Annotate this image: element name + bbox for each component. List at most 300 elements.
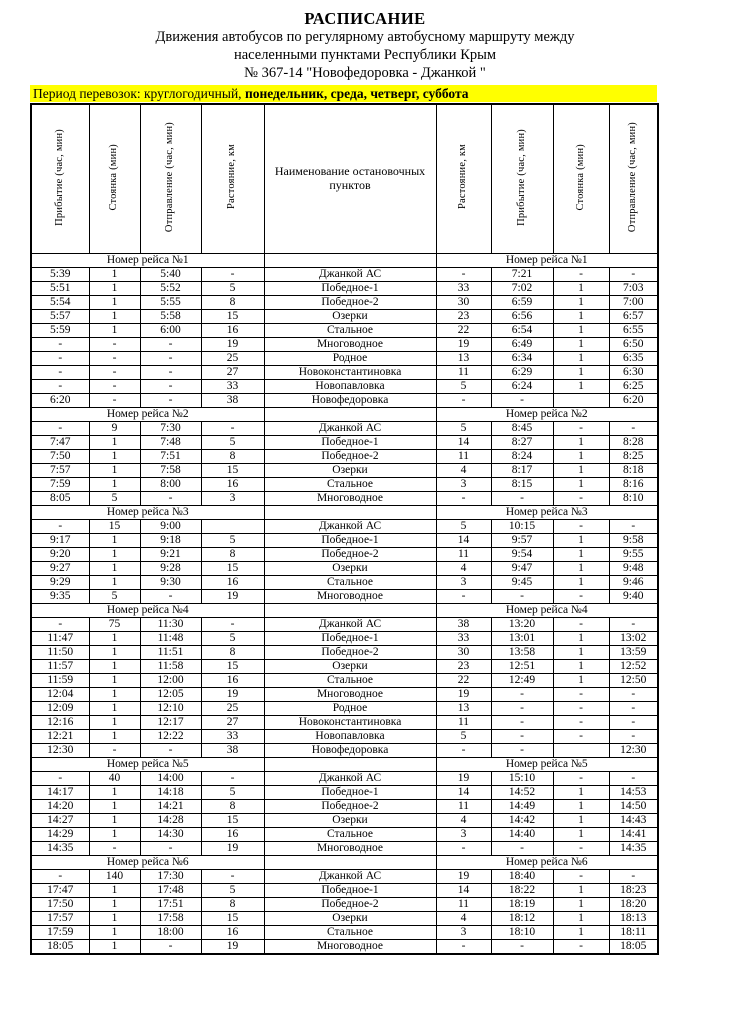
time-cell: 1 xyxy=(89,268,140,282)
time-cell: 11 xyxy=(436,548,491,562)
time-cell: 5:58 xyxy=(140,310,201,324)
table-row xyxy=(31,268,658,282)
time-cell: 16 xyxy=(201,324,264,338)
time-cell: 1 xyxy=(89,716,140,730)
table-row xyxy=(31,814,658,828)
stop-name-cell: Озерки xyxy=(264,814,436,828)
stop-name-cell: Родное xyxy=(264,702,436,716)
time-cell: 1 xyxy=(89,814,140,828)
stop-name-cell: Победное-1 xyxy=(264,632,436,646)
time-cell: 6:50 xyxy=(609,338,658,352)
stop-name-cell: Многоводное xyxy=(264,590,436,604)
trip-section-label-left: Номер рейса №2 xyxy=(31,408,264,422)
time-cell: 11:57 xyxy=(31,660,89,674)
time-cell: 7:48 xyxy=(140,436,201,450)
time-cell: 25 xyxy=(201,702,264,716)
time-cell: 9:17 xyxy=(31,534,89,548)
table-row xyxy=(31,436,658,450)
table-row xyxy=(31,688,658,702)
time-cell: 6:55 xyxy=(609,324,658,338)
time-cell: 18:10 xyxy=(491,926,553,940)
time-cell: 15:10 xyxy=(491,772,553,786)
time-cell: 14:50 xyxy=(609,800,658,814)
trip-section-label-left: Номер рейса №6 xyxy=(31,856,264,870)
time-cell: 8:15 xyxy=(491,478,553,492)
trip-section-label-left: Номер рейса №3 xyxy=(31,506,264,520)
table-row xyxy=(31,366,658,380)
trip-section-spacer xyxy=(264,408,436,422)
time-cell: - xyxy=(491,744,553,758)
time-cell: 1 xyxy=(89,660,140,674)
time-cell: 8:10 xyxy=(609,492,658,506)
time-cell: 18:40 xyxy=(491,870,553,884)
time-cell: 8 xyxy=(201,548,264,562)
time-cell: 6:25 xyxy=(609,380,658,394)
table-row xyxy=(31,632,658,646)
time-cell: 33 xyxy=(201,380,264,394)
col-header-distance-left xyxy=(201,104,264,254)
time-cell: 14:30 xyxy=(140,828,201,842)
time-cell: 12:30 xyxy=(609,744,658,758)
time-cell: 14:52 xyxy=(491,786,553,800)
time-cell: - xyxy=(201,268,264,282)
time-cell: 19 xyxy=(436,870,491,884)
time-cell: - xyxy=(491,730,553,744)
time-cell: 1 xyxy=(89,646,140,660)
time-cell: 17:47 xyxy=(31,884,89,898)
time-cell: - xyxy=(609,268,658,282)
time-cell: 1 xyxy=(89,926,140,940)
time-cell: - xyxy=(553,618,609,632)
table-row xyxy=(31,716,658,730)
time-cell: 1 xyxy=(89,464,140,478)
time-cell: 13 xyxy=(436,702,491,716)
stop-name-cell: Стальное xyxy=(264,478,436,492)
time-cell: - xyxy=(609,730,658,744)
time-cell: 13:02 xyxy=(609,632,658,646)
time-cell: 5:59 xyxy=(31,324,89,338)
time-cell: 30 xyxy=(436,296,491,310)
time-cell: - xyxy=(609,688,658,702)
col-header-departure-left-label: Отправление (час, мин) xyxy=(164,121,176,232)
time-cell: - xyxy=(609,772,658,786)
time-cell: - xyxy=(553,492,609,506)
time-cell: 1 xyxy=(553,534,609,548)
time-cell: 1 xyxy=(89,702,140,716)
time-cell: 1 xyxy=(89,282,140,296)
time-cell: 14:42 xyxy=(491,814,553,828)
time-cell: 5:52 xyxy=(140,282,201,296)
time-cell: 9:54 xyxy=(491,548,553,562)
time-cell: 19 xyxy=(201,590,264,604)
time-cell: 5 xyxy=(89,492,140,506)
time-cell: 1 xyxy=(553,576,609,590)
time-cell: 6:54 xyxy=(491,324,553,338)
time-cell: 140 xyxy=(89,870,140,884)
time-cell: 8 xyxy=(201,898,264,912)
table-row xyxy=(31,646,658,660)
time-cell: 9:48 xyxy=(609,562,658,576)
time-cell: 7:47 xyxy=(31,436,89,450)
stop-name-cell: Победное-2 xyxy=(264,296,436,310)
time-cell: 9:20 xyxy=(31,548,89,562)
time-cell: 16 xyxy=(201,926,264,940)
time-cell: 14:27 xyxy=(31,814,89,828)
time-cell: 1 xyxy=(89,940,140,954)
time-cell: 12:50 xyxy=(609,674,658,688)
table-row xyxy=(31,674,658,688)
time-cell: 12:51 xyxy=(491,660,553,674)
trip-section-label-left: Номер рейса №1 xyxy=(31,254,264,268)
time-cell: 14 xyxy=(436,534,491,548)
time-cell: 1 xyxy=(553,464,609,478)
time-cell: - xyxy=(140,338,201,352)
table-row xyxy=(31,884,658,898)
time-cell: 7:03 xyxy=(609,282,658,296)
stop-name-cell: Джанкой АС xyxy=(264,772,436,786)
time-cell: 4 xyxy=(436,562,491,576)
time-cell: - xyxy=(553,772,609,786)
time-cell: 9:55 xyxy=(609,548,658,562)
table-row xyxy=(31,324,658,338)
time-cell: - xyxy=(89,338,140,352)
table-row xyxy=(31,870,658,884)
time-cell: - xyxy=(553,730,609,744)
time-cell: 17:50 xyxy=(31,898,89,912)
time-cell: 9:58 xyxy=(609,534,658,548)
time-cell: 17:58 xyxy=(140,912,201,926)
time-cell: 12:30 xyxy=(31,744,89,758)
trip-section-row xyxy=(31,758,658,772)
table-row xyxy=(31,800,658,814)
time-cell: - xyxy=(31,422,89,436)
time-cell: 13:59 xyxy=(609,646,658,660)
time-cell: - xyxy=(609,618,658,632)
time-cell: 8:45 xyxy=(491,422,553,436)
table-row xyxy=(31,842,658,856)
time-cell: 1 xyxy=(89,478,140,492)
time-cell: 1 xyxy=(553,800,609,814)
table-row xyxy=(31,828,658,842)
time-cell: 11 xyxy=(436,716,491,730)
table-row xyxy=(31,898,658,912)
stop-name-cell: Озерки xyxy=(264,912,436,926)
stop-name-cell: Новоконстантиновка xyxy=(264,716,436,730)
time-cell: 22 xyxy=(436,324,491,338)
time-cell: - xyxy=(140,352,201,366)
time-cell: 11:50 xyxy=(31,646,89,660)
table-row xyxy=(31,296,658,310)
stop-name-cell: Новофедоровка xyxy=(264,744,436,758)
table-row xyxy=(31,926,658,940)
time-cell: 18:12 xyxy=(491,912,553,926)
time-cell: 5:57 xyxy=(31,310,89,324)
time-cell: - xyxy=(31,380,89,394)
stop-name-cell: Джанкой АС xyxy=(264,618,436,632)
time-cell: 1 xyxy=(553,366,609,380)
trip-section-spacer xyxy=(264,856,436,870)
time-cell: 9:18 xyxy=(140,534,201,548)
time-cell: 40 xyxy=(89,772,140,786)
period-prefix-text: Период перевозок: круглогодичный, xyxy=(33,86,245,101)
time-cell: 6:35 xyxy=(609,352,658,366)
time-cell: 7:57 xyxy=(31,464,89,478)
table-row xyxy=(31,618,658,632)
col-header-stop-time-right xyxy=(553,104,609,254)
stop-name-cell: Победное-1 xyxy=(264,534,436,548)
time-cell: - xyxy=(609,422,658,436)
time-cell: 1 xyxy=(553,674,609,688)
time-cell: 14:28 xyxy=(140,814,201,828)
stop-name-cell: Новофедоровка xyxy=(264,394,436,408)
stop-name-cell: Победное-1 xyxy=(264,436,436,450)
stop-name-cell: Стальное xyxy=(264,576,436,590)
trip-section-label-right: Номер рейса №3 xyxy=(436,506,658,520)
time-cell: 1 xyxy=(553,450,609,464)
time-cell: 7:59 xyxy=(31,478,89,492)
table-row xyxy=(31,912,658,926)
time-cell: 5 xyxy=(201,534,264,548)
trip-section-row xyxy=(31,254,658,268)
time-cell: 9:45 xyxy=(491,576,553,590)
time-cell: - xyxy=(491,394,553,408)
time-cell: 19 xyxy=(201,940,264,954)
time-cell: 9:21 xyxy=(140,548,201,562)
header-row xyxy=(31,104,658,254)
time-cell: - xyxy=(140,366,201,380)
time-cell xyxy=(553,744,609,758)
time-cell: - xyxy=(436,268,491,282)
time-cell: 15 xyxy=(201,660,264,674)
time-cell: 5:55 xyxy=(140,296,201,310)
time-cell: 8 xyxy=(201,800,264,814)
route-number-line: № 367-14 "Новофедоровка - Джанкой " xyxy=(244,65,486,81)
time-cell: 8:00 xyxy=(140,478,201,492)
time-cell: 8 xyxy=(201,646,264,660)
time-cell: 5 xyxy=(201,884,264,898)
time-cell: 1 xyxy=(89,912,140,926)
time-cell: 38 xyxy=(436,618,491,632)
time-cell: 13:01 xyxy=(491,632,553,646)
stop-name-cell: Джанкой АС xyxy=(264,870,436,884)
trip-section-label-right: Номер рейса №1 xyxy=(436,254,658,268)
time-cell: 1 xyxy=(89,450,140,464)
time-cell: 12:17 xyxy=(140,716,201,730)
stop-name-cell: Многоводное xyxy=(264,492,436,506)
table-row xyxy=(31,478,658,492)
time-cell: 5 xyxy=(201,632,264,646)
time-cell: 19 xyxy=(436,772,491,786)
time-cell: 1 xyxy=(553,478,609,492)
time-cell: 1 xyxy=(553,660,609,674)
stop-name-cell: Победное-2 xyxy=(264,800,436,814)
time-cell: 19 xyxy=(201,338,264,352)
stop-name-cell: Озерки xyxy=(264,660,436,674)
time-cell: 7:00 xyxy=(609,296,658,310)
time-cell: 9:27 xyxy=(31,562,89,576)
time-cell: 5:40 xyxy=(140,268,201,282)
trip-section-label-right: Номер рейса №2 xyxy=(436,408,658,422)
stop-name-cell: Стальное xyxy=(264,324,436,338)
time-cell: - xyxy=(89,744,140,758)
stop-name-cell: Родное xyxy=(264,352,436,366)
trip-section-row xyxy=(31,506,658,520)
time-cell: 1 xyxy=(553,310,609,324)
time-cell: - xyxy=(436,842,491,856)
time-cell: 17:57 xyxy=(31,912,89,926)
time-cell: 8 xyxy=(201,450,264,464)
time-cell: 5 xyxy=(436,422,491,436)
time-cell: 12:16 xyxy=(31,716,89,730)
time-cell: 15 xyxy=(201,310,264,324)
time-cell: 12:22 xyxy=(140,730,201,744)
col-header-distance-right xyxy=(436,104,491,254)
table-row xyxy=(31,422,658,436)
trip-section-label-right: Номер рейса №4 xyxy=(436,604,658,618)
time-cell: - xyxy=(553,590,609,604)
time-cell: 12:09 xyxy=(31,702,89,716)
time-cell: 1 xyxy=(89,884,140,898)
time-cell: 1 xyxy=(89,310,140,324)
table-row xyxy=(31,590,658,604)
time-cell: 27 xyxy=(201,366,264,380)
time-cell: 11 xyxy=(436,800,491,814)
time-cell: 18:22 xyxy=(491,884,553,898)
time-cell: 7:21 xyxy=(491,268,553,282)
time-cell: 33 xyxy=(436,282,491,296)
time-cell: 19 xyxy=(436,338,491,352)
stop-name-cell: Победное-2 xyxy=(264,898,436,912)
time-cell: - xyxy=(436,590,491,604)
stop-name-cell: Джанкой АС xyxy=(264,422,436,436)
time-cell: 8:25 xyxy=(609,450,658,464)
time-cell: 38 xyxy=(201,744,264,758)
time-cell: 1 xyxy=(89,548,140,562)
stop-name-cell: Победное-2 xyxy=(264,548,436,562)
time-cell: - xyxy=(89,380,140,394)
time-cell: 6:20 xyxy=(31,394,89,408)
time-cell: - xyxy=(553,422,609,436)
stop-name-cell: Стальное xyxy=(264,926,436,940)
table-row xyxy=(31,660,658,674)
time-cell: 1 xyxy=(553,282,609,296)
time-cell: - xyxy=(436,940,491,954)
time-cell: 6:29 xyxy=(491,366,553,380)
time-cell: 23 xyxy=(436,660,491,674)
time-cell: 27 xyxy=(201,716,264,730)
time-cell: 4 xyxy=(436,814,491,828)
col-header-stop-time-left-label: Стоянка (мин) xyxy=(108,143,120,211)
time-cell: 13 xyxy=(436,352,491,366)
time-cell: - xyxy=(140,492,201,506)
time-cell: - xyxy=(491,716,553,730)
time-cell: 1 xyxy=(89,296,140,310)
trip-section-spacer xyxy=(264,254,436,268)
trip-section-label-right: Номер рейса №6 xyxy=(436,856,658,870)
time-cell: 6:56 xyxy=(491,310,553,324)
time-cell: 1 xyxy=(553,898,609,912)
time-cell: 3 xyxy=(201,492,264,506)
time-cell: 1 xyxy=(553,296,609,310)
col-header-departure-right-label: Отправление (час, мин) xyxy=(627,121,639,232)
time-cell: 14:41 xyxy=(609,828,658,842)
stop-name-cell: Новоконстантиновка xyxy=(264,366,436,380)
time-cell: - xyxy=(140,590,201,604)
time-cell: 1 xyxy=(89,576,140,590)
time-cell: 11:51 xyxy=(140,646,201,660)
time-cell: 11 xyxy=(436,898,491,912)
time-cell: 18:05 xyxy=(609,940,658,954)
time-cell: 33 xyxy=(201,730,264,744)
time-cell: 13:58 xyxy=(491,646,553,660)
col-header-stop-time-right-label: Стоянка (мин) xyxy=(574,143,586,211)
time-cell: 8:17 xyxy=(491,464,553,478)
time-cell: 13:20 xyxy=(491,618,553,632)
time-cell: 5 xyxy=(436,520,491,534)
stop-name-cell: Многоводное xyxy=(264,940,436,954)
time-cell: 11 xyxy=(436,450,491,464)
time-cell: 15 xyxy=(201,464,264,478)
time-cell: 14 xyxy=(436,884,491,898)
time-cell: - xyxy=(553,702,609,716)
time-cell: 11:59 xyxy=(31,674,89,688)
time-cell: 1 xyxy=(553,338,609,352)
table-row xyxy=(31,338,658,352)
col-header-stop-names: Наименование остановочных пунктов xyxy=(264,104,436,254)
time-cell: 18:00 xyxy=(140,926,201,940)
time-cell: - xyxy=(491,492,553,506)
stop-name-cell: Озерки xyxy=(264,310,436,324)
stop-name-cell: Новопавловка xyxy=(264,730,436,744)
time-cell: 3 xyxy=(436,926,491,940)
time-cell: 9:35 xyxy=(31,590,89,604)
time-cell: 5 xyxy=(89,590,140,604)
time-cell: 23 xyxy=(436,310,491,324)
time-cell: - xyxy=(553,940,609,954)
time-cell: - xyxy=(31,338,89,352)
time-cell: 15 xyxy=(201,912,264,926)
table-row xyxy=(31,744,658,758)
stop-name-cell: Джанкой АС xyxy=(264,520,436,534)
time-cell: 7:30 xyxy=(140,422,201,436)
time-cell: 9:00 xyxy=(140,520,201,534)
stop-name-cell: Многоводное xyxy=(264,842,436,856)
time-cell: 9:28 xyxy=(140,562,201,576)
time-cell: - xyxy=(491,842,553,856)
table-row xyxy=(31,464,658,478)
stop-name-cell: Стальное xyxy=(264,674,436,688)
document-header xyxy=(0,0,730,82)
col-header-arrival-left xyxy=(31,104,89,254)
table-row xyxy=(31,786,658,800)
time-cell: - xyxy=(436,394,491,408)
time-cell: 12:49 xyxy=(491,674,553,688)
col-header-arrival-left-label: Прибытие (час, мин) xyxy=(54,128,66,226)
time-cell: 12:04 xyxy=(31,688,89,702)
table-row xyxy=(31,702,658,716)
subtitle-line-2: населенными пунктами Республики Крым xyxy=(233,47,497,63)
stop-name-cell: Победное-1 xyxy=(264,786,436,800)
time-cell: 15 xyxy=(201,814,264,828)
time-cell: 1 xyxy=(553,352,609,366)
time-cell: 17:30 xyxy=(140,870,201,884)
time-cell: 11:48 xyxy=(140,632,201,646)
time-cell: 8:27 xyxy=(491,436,553,450)
time-cell: 4 xyxy=(436,912,491,926)
time-cell: 14:21 xyxy=(140,800,201,814)
time-cell: - xyxy=(89,842,140,856)
time-cell: 14:35 xyxy=(609,842,658,856)
